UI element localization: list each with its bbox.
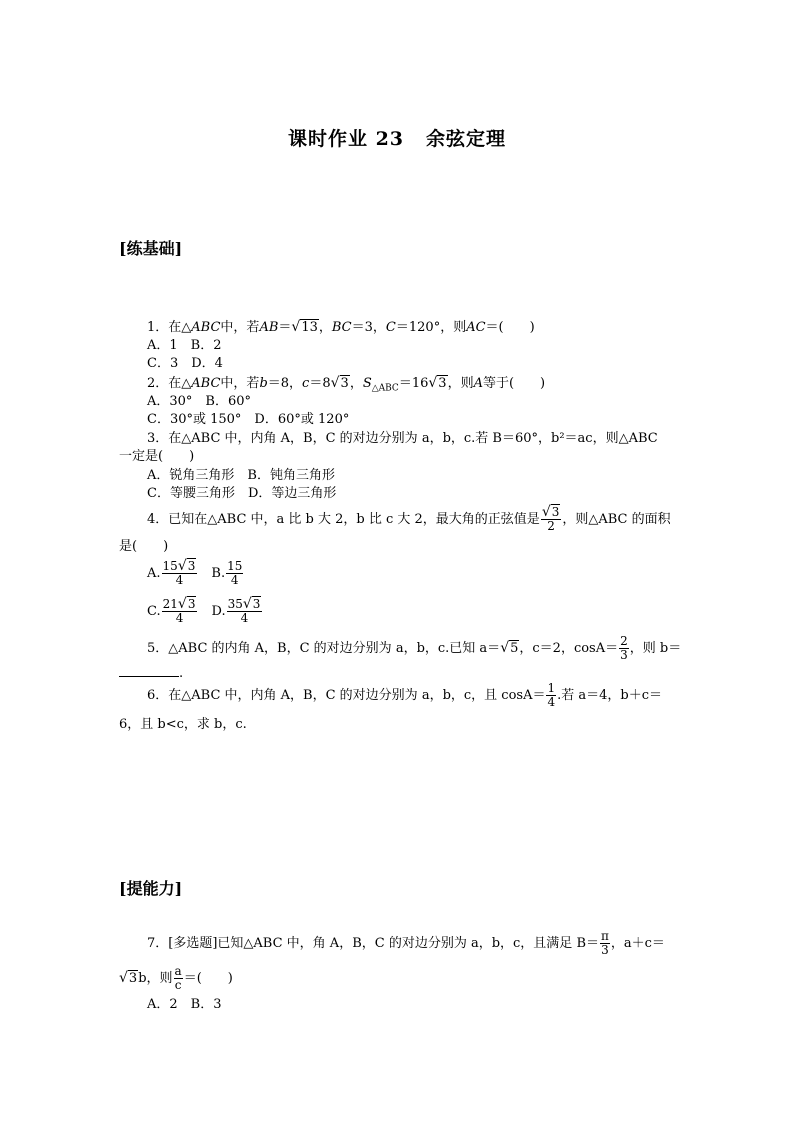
question-4-line-1: 4．已知在△ABC 中，a 比 b 大 2，b 比 c 大 2，最大角的正弦值是 $\frac{√3}{2}$ ，则△ABC 的面积 bbox=[147, 504, 671, 533]
question-4-options-cd: C. $\frac{21√3}{4}$ D. $\frac{35√3}{4}$ bbox=[147, 596, 261, 625]
question-1-options-cd: C．3 D．4 bbox=[147, 356, 223, 371]
question-2: 2．在△ABC中，若b＝8，c＝8√3，$S_{\triangle ABC}=16√3$，则A等于( ) bbox=[147, 375, 546, 394]
fraction-sqrt3-over-2: $\frac{√3}{2}$ bbox=[541, 504, 560, 533]
question-1-options-ab: A．1 B．2 bbox=[147, 338, 222, 353]
title-topic: 余弦定理 bbox=[426, 128, 507, 150]
page-title bbox=[0, 124, 794, 151]
question-6-line-2: 6，且 b<c，求 b，c. bbox=[119, 717, 247, 732]
section-basic: [练基础] bbox=[119, 239, 183, 258]
answer-blank bbox=[119, 664, 179, 677]
question-2-options-ab: A．30° B．60° bbox=[147, 394, 252, 409]
question-3-line-2: 一定是( ) bbox=[119, 449, 195, 464]
question-3-options-cd: C．等腰三角形 D．等边三角形 bbox=[147, 486, 337, 501]
question-4-line-2: 是( ) bbox=[119, 539, 169, 554]
question-7-line-2: √3b，则 $\frac{a}{c}$ ＝( ) bbox=[119, 964, 233, 992]
question-6-line-1: 6．在△ABC 中，内角 A，B，C 的对边分别为 a，b，c，且 cosA＝ $\frac{1}{4}$ .若 a＝4，b＋c＝ bbox=[147, 681, 662, 709]
question-5-line-2: . bbox=[119, 664, 183, 683]
question-1: 1．在△ABC中，若AB＝√13，BC＝3，C＝120°，则AC＝( ) bbox=[147, 319, 535, 335]
question-5-line-1: 5．△ABC 的内角 A，B，C 的对边分别为 a，b，c.已知 a＝√5，c＝2，cosA＝ $\frac{2}{3}$ ，则 b＝ bbox=[147, 634, 682, 662]
question-3-line-1: 3．在△ABC 中，内角 A，B，C 的对边分别为 a，b，c.若 B＝60°，b²＝ac，则△ABC bbox=[147, 431, 658, 446]
question-7-line-1: 7．[多选题]已知△ABC 中，角 A，B，C 的对边分别为 a，b，c，且满足 B＝ $\frac{\pi}{3}$ ，a＋c＝ bbox=[147, 929, 665, 957]
question-7-options-ab: A．2 B．3 bbox=[147, 997, 222, 1012]
title-main: 课时作业 23 bbox=[287, 128, 405, 150]
question-3-options-ab: A．锐角三角形 B．钝角三角形 bbox=[147, 468, 335, 483]
question-4-options-ab: A. $\frac{15√3}{4}$ B. $\frac{15}{4}$ bbox=[147, 558, 243, 587]
section-advanced: [提能力] bbox=[119, 879, 183, 898]
question-2-options-cd: C．30°或 150° D．60°或 120° bbox=[147, 412, 350, 427]
